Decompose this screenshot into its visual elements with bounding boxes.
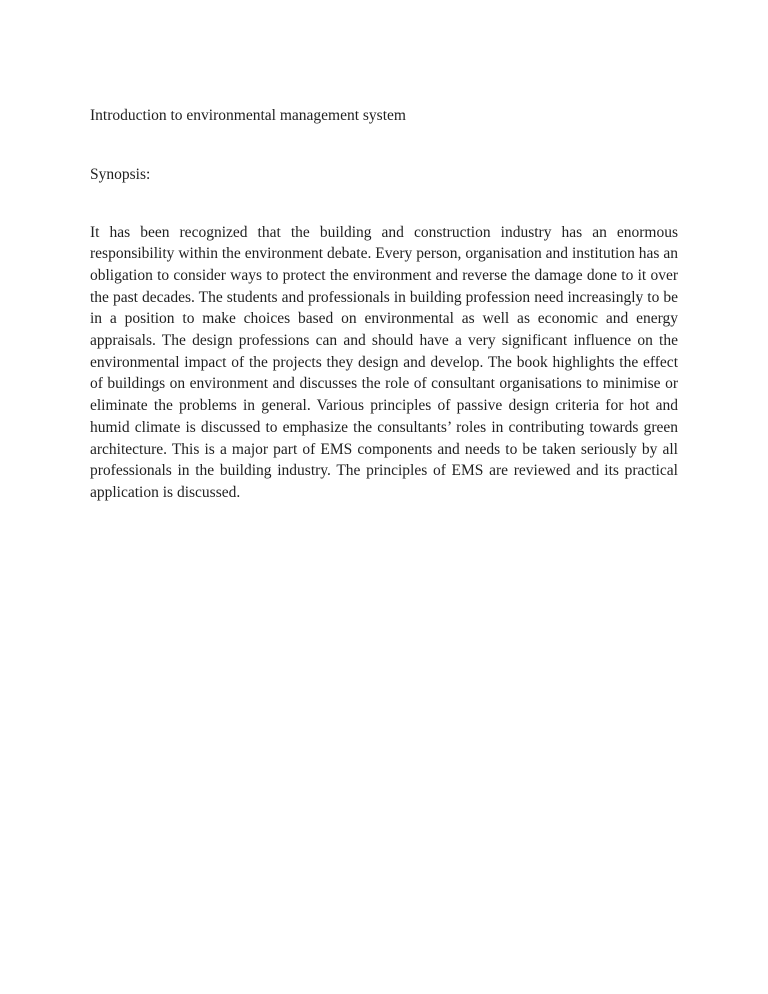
document-title: Introduction to environmental management system bbox=[90, 106, 406, 124]
synopsis-paragraph: It has been recognized that the building and construction industry has an enormous responsibility within the environment debate. Every person, organisation and institution has an obligation to consider ways to protect the environment and reverse the damage done to it over the past decades. The students and professionals in building profession need increasingly to be in a position to make choices based on environmental as well as economic and energy appraisals. The design professions can and should have a very significant influence on the environmental impact of the projects they design and develop. The book highlights the effect of buildings on environment and discusses the role of consultant organisations to minimise or eliminate the problems in general. Various principles of passive design criteria for hot and humid climate is discussed to emphasize the consultants’ roles in contributing towards green architecture. This is a major part of EMS components and needs to be taken seriously by all professionals in the building industry. The principles of EMS are reviewed and its practical application is discussed. bbox=[90, 223, 678, 501]
synopsis-label: Synopsis: bbox=[90, 165, 151, 183]
